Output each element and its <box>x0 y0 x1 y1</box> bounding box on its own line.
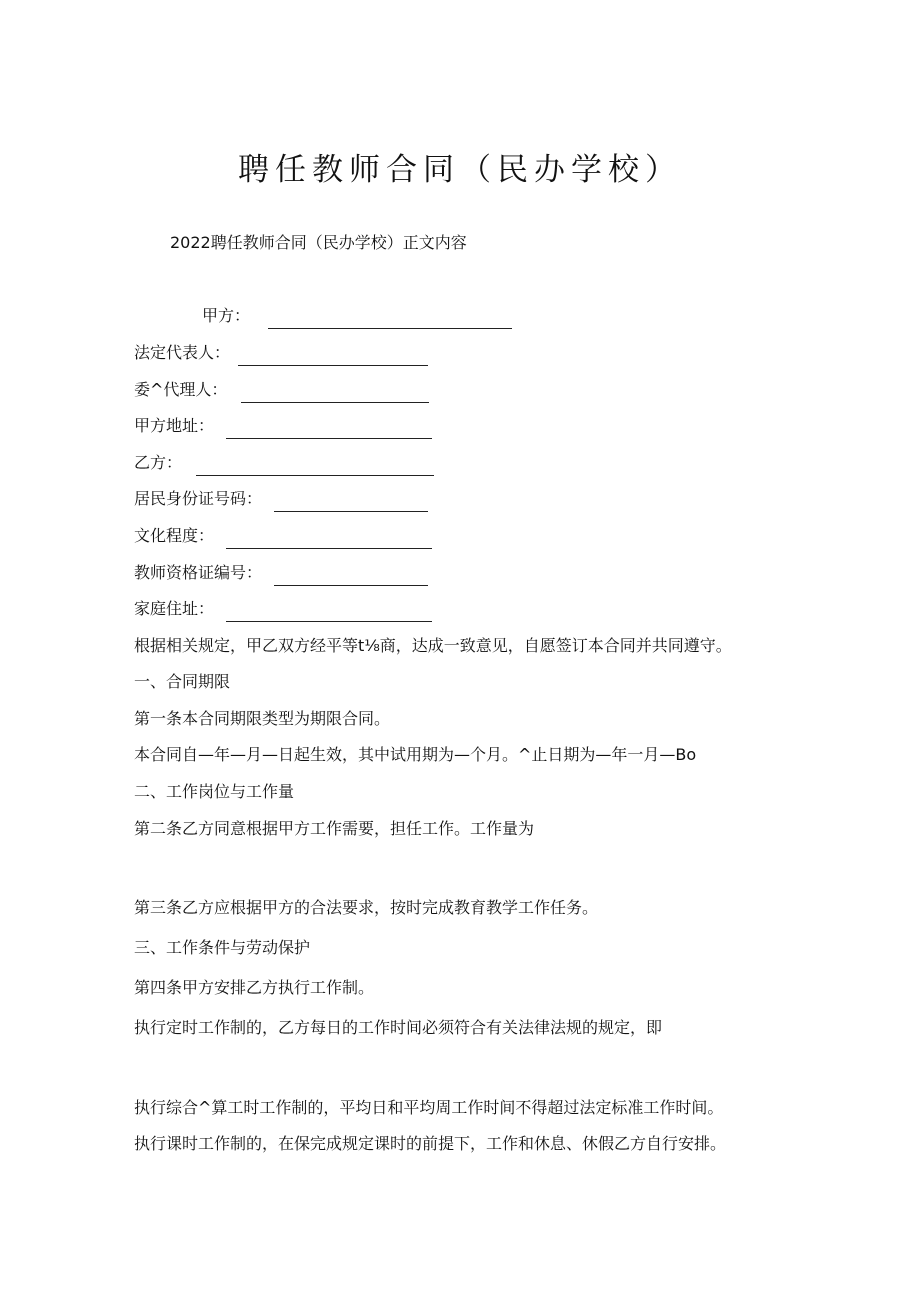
field-label: 法定代表人： <box>134 343 231 362</box>
blank-line <box>226 420 432 439</box>
field-party-b <box>134 450 434 476</box>
blank-line <box>268 310 512 329</box>
field-label: 文化程度： <box>134 526 215 545</box>
section-heading-position-workload: 二、工作岗位与工作量 <box>134 782 295 801</box>
field-legal-representative <box>134 340 428 366</box>
blank-line <box>226 530 432 549</box>
field-label: 居民身份证号码： <box>134 489 263 508</box>
section-heading-contract-term: 一、合同期限 <box>134 672 231 691</box>
field-party-a-address <box>134 413 432 439</box>
field-label: 委^代理人： <box>134 380 228 399</box>
article-1: 第一条本合同期限类型为期限合同。 <box>134 709 391 728</box>
paragraph-class-hours: 执行课时工作制的，在保完成规定课时的前提下，工作和休息、休假乙方自行安排。 <box>134 1134 727 1153</box>
field-label: 甲方地址： <box>134 416 215 435</box>
field-party-a <box>202 303 512 329</box>
field-teacher-certificate <box>134 560 428 586</box>
article-2: 第二条乙方同意根据甲方工作需要，担任工作。工作量为 <box>134 819 535 838</box>
document-title: 聘任教师合同（民办学校） <box>238 152 682 188</box>
paragraph-preamble: 根据相关规定，甲乙双方经平等t⅛商，达成一致意见，自愿签订本合同并共同遵守。 <box>134 636 732 655</box>
field-id-number <box>134 486 428 512</box>
field-label: 教师资格证编号： <box>134 563 263 582</box>
section-heading-working-conditions: 三、工作条件与劳动保护 <box>134 938 311 957</box>
blank-line <box>241 384 429 403</box>
paragraph-effective-date: 本合同自—年—月—日起生效，其中试用期为—个月。^止日期为—年一月—Bo <box>134 745 697 764</box>
paragraph-fixed-hours: 执行定时工作制的，乙方每日的工作时间必须符合有关法律法规的规定，即 <box>134 1018 663 1037</box>
field-home-address <box>134 596 432 622</box>
field-label: 甲方： <box>202 306 251 325</box>
article-3: 第三条乙方应根据甲方的合法要求，按时完成教育教学工作任务。 <box>134 898 599 917</box>
blank-line <box>226 603 432 622</box>
blank-line <box>274 567 428 586</box>
field-authorized-agent <box>134 377 429 403</box>
field-label: 乙方： <box>134 453 183 472</box>
field-label: 家庭住址： <box>134 599 215 618</box>
article-4: 第四条甲方安排乙方执行工作制。 <box>134 978 375 997</box>
blank-line <box>274 493 428 512</box>
document-subtitle: 2022聘任教师合同（民办学校）正文内容 <box>170 233 467 252</box>
blank-line <box>238 347 428 366</box>
blank-line <box>196 457 434 476</box>
field-education-level <box>134 523 432 549</box>
paragraph-comprehensive-hours: 执行综合^算工时工作制的，平均日和平均周工作时间不得超过法定标准工作时间。 <box>134 1098 724 1117</box>
